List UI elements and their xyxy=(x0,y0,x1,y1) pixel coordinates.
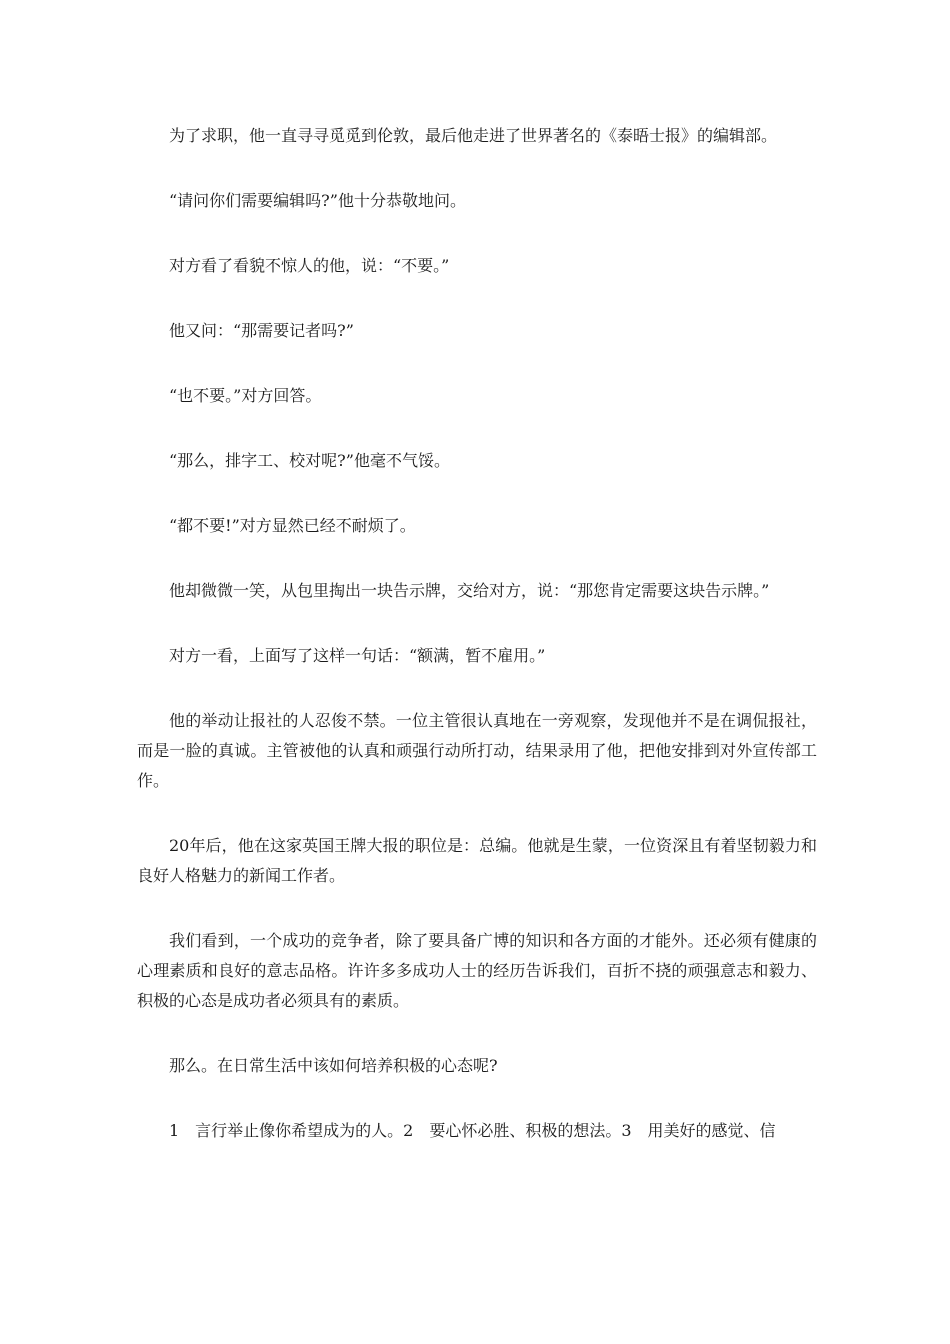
paragraph: 他的举动让报社的人忍俊不禁。一位主管很认真地在一旁观察，发现他并不是在调侃报社，而是一脸的真诚。主管被他的认真和顽强行动所打动，结果录用了他，把他安排到对外宣传部工作。 xyxy=(137,711,817,790)
paragraph: 1 言行举止像你希望成为的人。2 要心怀必胜、积极的想法。3 用美好的感觉、信 xyxy=(169,1121,776,1140)
paragraph: “都不要!”对方显然已经不耐烦了。 xyxy=(169,516,416,535)
paragraph: 他却微微一笑，从包里掏出一块告示牌，交给对方，说：“那您肯定需要这块告示牌。” xyxy=(169,581,770,600)
paragraph: 为了求职，他一直寻寻觅觅到伦敦，最后他走进了世界著名的《泰晤士报》的编辑部。 xyxy=(169,126,778,145)
paragraph: 我们看到，一个成功的竞争者，除了要具备广博的知识和各方面的才能外。还必须有健康的心理素质和良好的意志品格。许许多多成功人士的经历告诉我们，百折不挠的顽强意志和毅力、积极的心态是成功者必须具有的素质。 xyxy=(137,931,817,1010)
paragraph: 20年后，他在这家英国王牌大报的职位是：总编。他就是生蒙，一位资深且有着坚韧毅力和良好人格魅力的新闻工作者。 xyxy=(137,836,817,885)
paragraph: 对方一看，上面写了这样一句话：“额满，暂不雇用。” xyxy=(169,646,546,665)
paragraph: “那么，排字工、校对呢?”他毫不气馁。 xyxy=(169,451,450,470)
paragraph: “请问你们需要编辑吗?”他十分恭敬地问。 xyxy=(169,191,466,210)
paragraph: “也不要。”对方回答。 xyxy=(169,386,322,405)
paragraph: 他又问：“那需要记者吗?” xyxy=(169,321,354,340)
paragraph: 对方看了看貌不惊人的他，说：“不要。” xyxy=(169,256,450,275)
document-body xyxy=(137,121,817,1146)
paragraph: 那么。在日常生活中该如何培养积极的心态呢? xyxy=(169,1056,498,1075)
